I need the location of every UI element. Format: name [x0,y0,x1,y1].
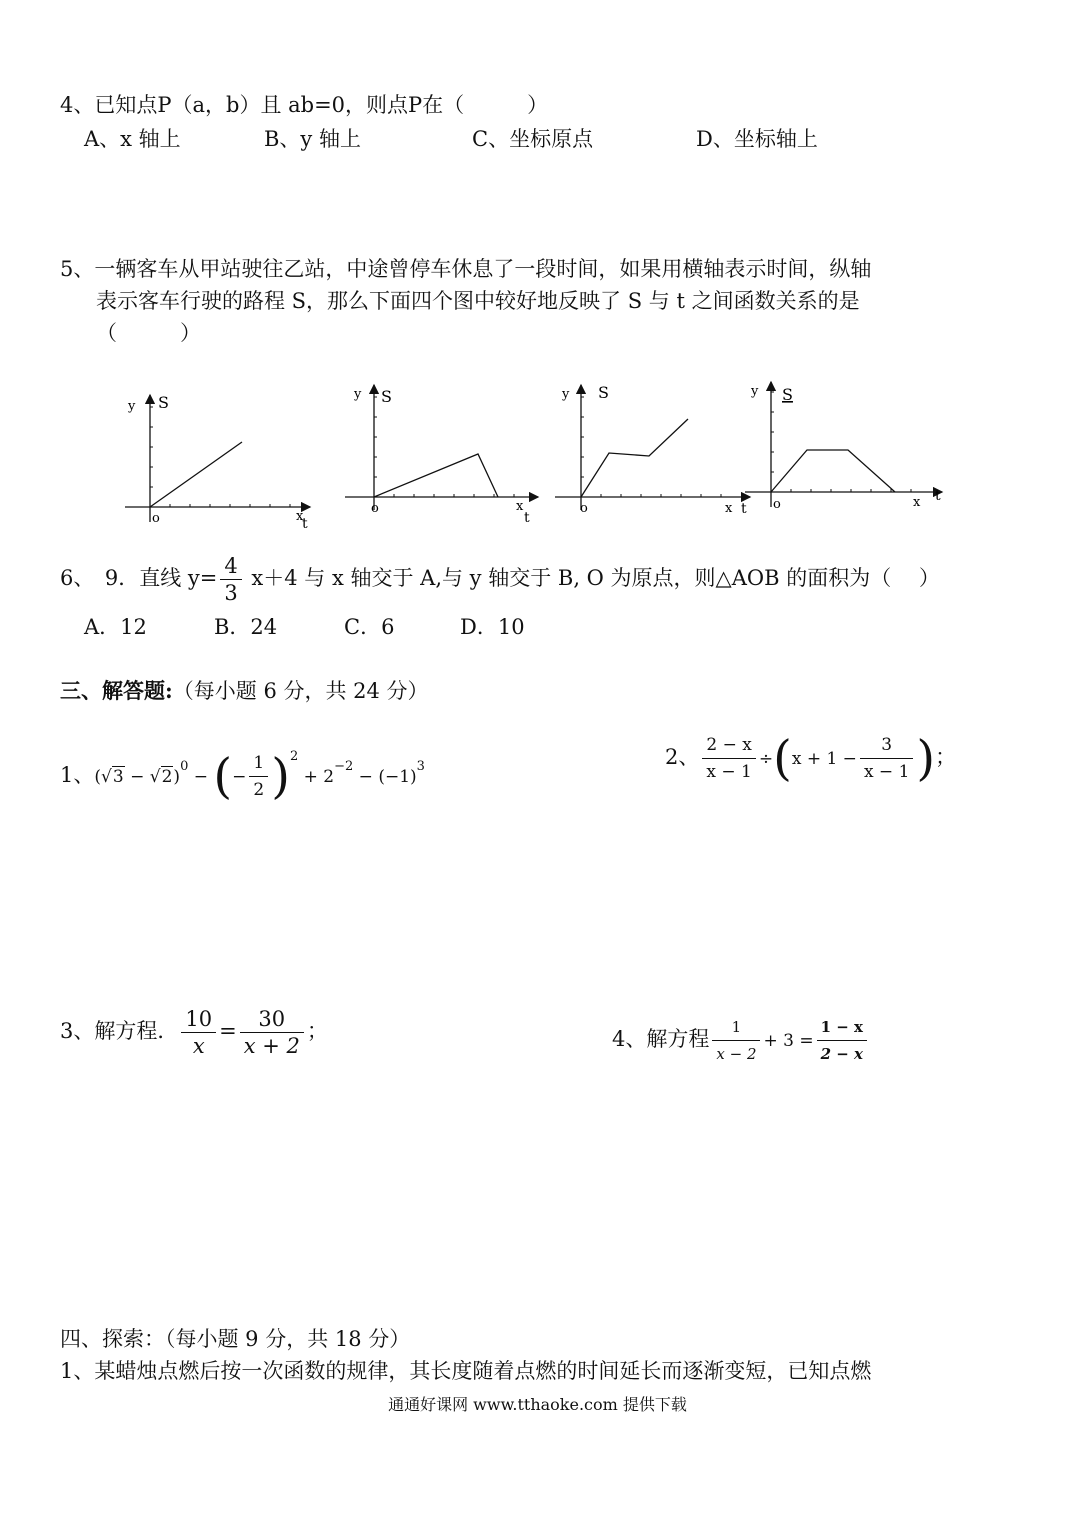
q4-option-b: B、y 轴上 [264,127,361,151]
problem-3-label: 3、解方程． [60,1019,179,1043]
p2-inner-num: 3 [860,732,913,759]
problem-4-label: 4、解方程 [612,1027,710,1051]
graph-a-o-label: o [152,511,160,526]
p2-inner-fraction [860,732,913,785]
p1-exponent-0: 0 [180,759,189,774]
graph-b [345,385,538,526]
q4-option-d: D、坐标轴上 [696,127,818,151]
problem-4 [612,1010,870,1072]
graph-d-s-label: S [782,385,793,404]
problem-2-label: 2、 [665,745,700,769]
p3-equals: = [219,1019,237,1043]
p1-fraction [249,750,268,803]
q5-line-3: （ ） [96,321,201,345]
p1-big-rparen: ) [271,748,290,805]
graph-b-x-label: x [516,499,524,514]
section-3-title: 三、解答题: [60,678,173,703]
p1-tail: + 2 [298,767,335,787]
p3-end: ； [306,1019,328,1043]
graph-d-y-label: y [751,384,759,399]
section-4-q1: 1、某蜡烛点燃后按一次函数的规律，其长度随着点燃的时间延长而逐渐变短，已知点燃 [60,1359,872,1383]
graph-b-o-label: o [371,501,379,516]
graph-d-t-label: t [935,488,941,504]
graph-c-x-label: x [725,501,733,516]
p1-close-paren: ) [173,767,181,787]
p3-left-den: x [192,1034,205,1058]
p4-plus-equals: + 3 = [763,1031,814,1051]
problem-3 [60,1002,328,1064]
p2-inner-den: x − 1 [863,762,910,782]
problem-2 [665,728,956,790]
p3-left-fraction [181,1006,216,1059]
p4-left-den: x − 2 [716,1045,757,1063]
p1-exponent-2: 2 [289,749,299,764]
graph-b-s-label: S [381,387,392,406]
p4-left-fraction [712,1014,760,1067]
p1-exponent-3: 3 [416,759,425,774]
graph-d [745,382,942,512]
p4-right-num: 1 − x [817,1014,867,1041]
p3-right-num: 30 [240,1006,304,1033]
q6-frac-den: 3 [224,581,238,605]
q6-suffix: x＋4 与 x 轴交于 A,与 y 轴交于 B, O 为原点，则△AOB 的面积为（ ） [244,566,940,590]
q6-option-d: D．10 [460,615,525,639]
q4-option-c: C、坐标原点 [472,127,594,151]
q6-option-a: A．12 [84,615,147,639]
p1-big-lparen: ( [213,748,233,805]
q4-option-a: A、x 轴上 [84,127,181,151]
p2-big-rparen: ) [916,730,936,787]
p2-frac-num: 2 − x [702,732,755,759]
p1-neg: − [232,767,247,787]
graph-c [555,383,750,517]
q5-line-2: 表示客车行驶的路程 S，那么下面四个图中较好地反映了 S 与 t 之间函数关系的是 [96,289,860,313]
p3-left-num: 10 [181,1006,216,1033]
q6-fraction [220,553,241,606]
graph-d-o-label: o [773,497,781,512]
p4-right-den: 2 − x [820,1045,864,1063]
p4-left-num: 1 [712,1014,760,1041]
graph-c-s-label: S [598,383,609,402]
p1-tail-2: − (−1) [353,767,417,787]
q4-stem: 4、已知点P（a，b）且 ab=0，则点P在（ ） [60,93,549,117]
page-footer: 通通好课网 www.tthaoke.com 提供下载 [388,1395,687,1414]
graph-b-t-label: t [524,510,530,526]
p1-open-paren: ( [94,767,102,787]
graph-a-x-label: x [296,509,304,524]
graph-b-y-label: y [354,387,362,402]
problem-1-label: 1、 [60,763,95,787]
p1-frac-den: 2 [253,780,265,800]
q6-option-b: B．24 [214,615,278,639]
section-3-heading [60,676,429,706]
graph-a-y-label: y [128,399,136,414]
p1-frac-num: 1 [249,750,268,777]
q6-stem [60,552,940,604]
section-3-note: （每小题 6 分，共 24 分） [172,679,429,703]
p2-fraction [702,732,755,785]
problem-1: 1、$(√3 - √2)^0$ − (− $\frac{1}{2}$ )$^2 + 2^{-2} - (-1)^3$ [60,748,425,805]
graph-c-o-label: o [580,501,588,516]
graph-c-t-label: t [741,501,747,517]
graph-a-t-label: t [302,516,308,532]
graph-c-y-label: y [562,387,570,402]
q6-option-c: C．6 [344,615,395,639]
p2-frac-den: x − 1 [706,762,752,782]
p3-right-den: x + 2 [243,1034,300,1058]
p3-right-fraction [240,1006,304,1059]
section-4-title: 四、探索：（每小题 9 分，共 18 分） [60,1327,411,1351]
p2-end: ； [935,745,957,769]
q6-prefix: 6、 9．直线 y= [60,566,218,590]
p1-radicand-2: 2 [161,767,173,787]
q6-frac-num: 4 [220,553,241,580]
q5-graphs [0,370,1075,535]
p2-big-lparen: ( [773,730,792,787]
p1-mid-minus: − [188,767,214,787]
p1-minus: − [124,767,150,787]
graph-a-s-label: S [158,393,169,412]
p2-inner: x + 1 − [791,749,857,769]
p1-radicand-1: 3 [112,767,124,787]
q5-line-1: 5、一辆客车从甲站驶往乙站，中途曾停车休息了一段时间，如果用横轴表示时间，纵轴 [60,257,872,281]
p1-exponent-neg2: −2 [334,759,354,774]
graph-d-x-label: x [913,495,921,510]
p2-divide: ÷ [758,749,774,769]
graph-a [125,393,310,532]
p4-right-fraction [817,1014,867,1067]
